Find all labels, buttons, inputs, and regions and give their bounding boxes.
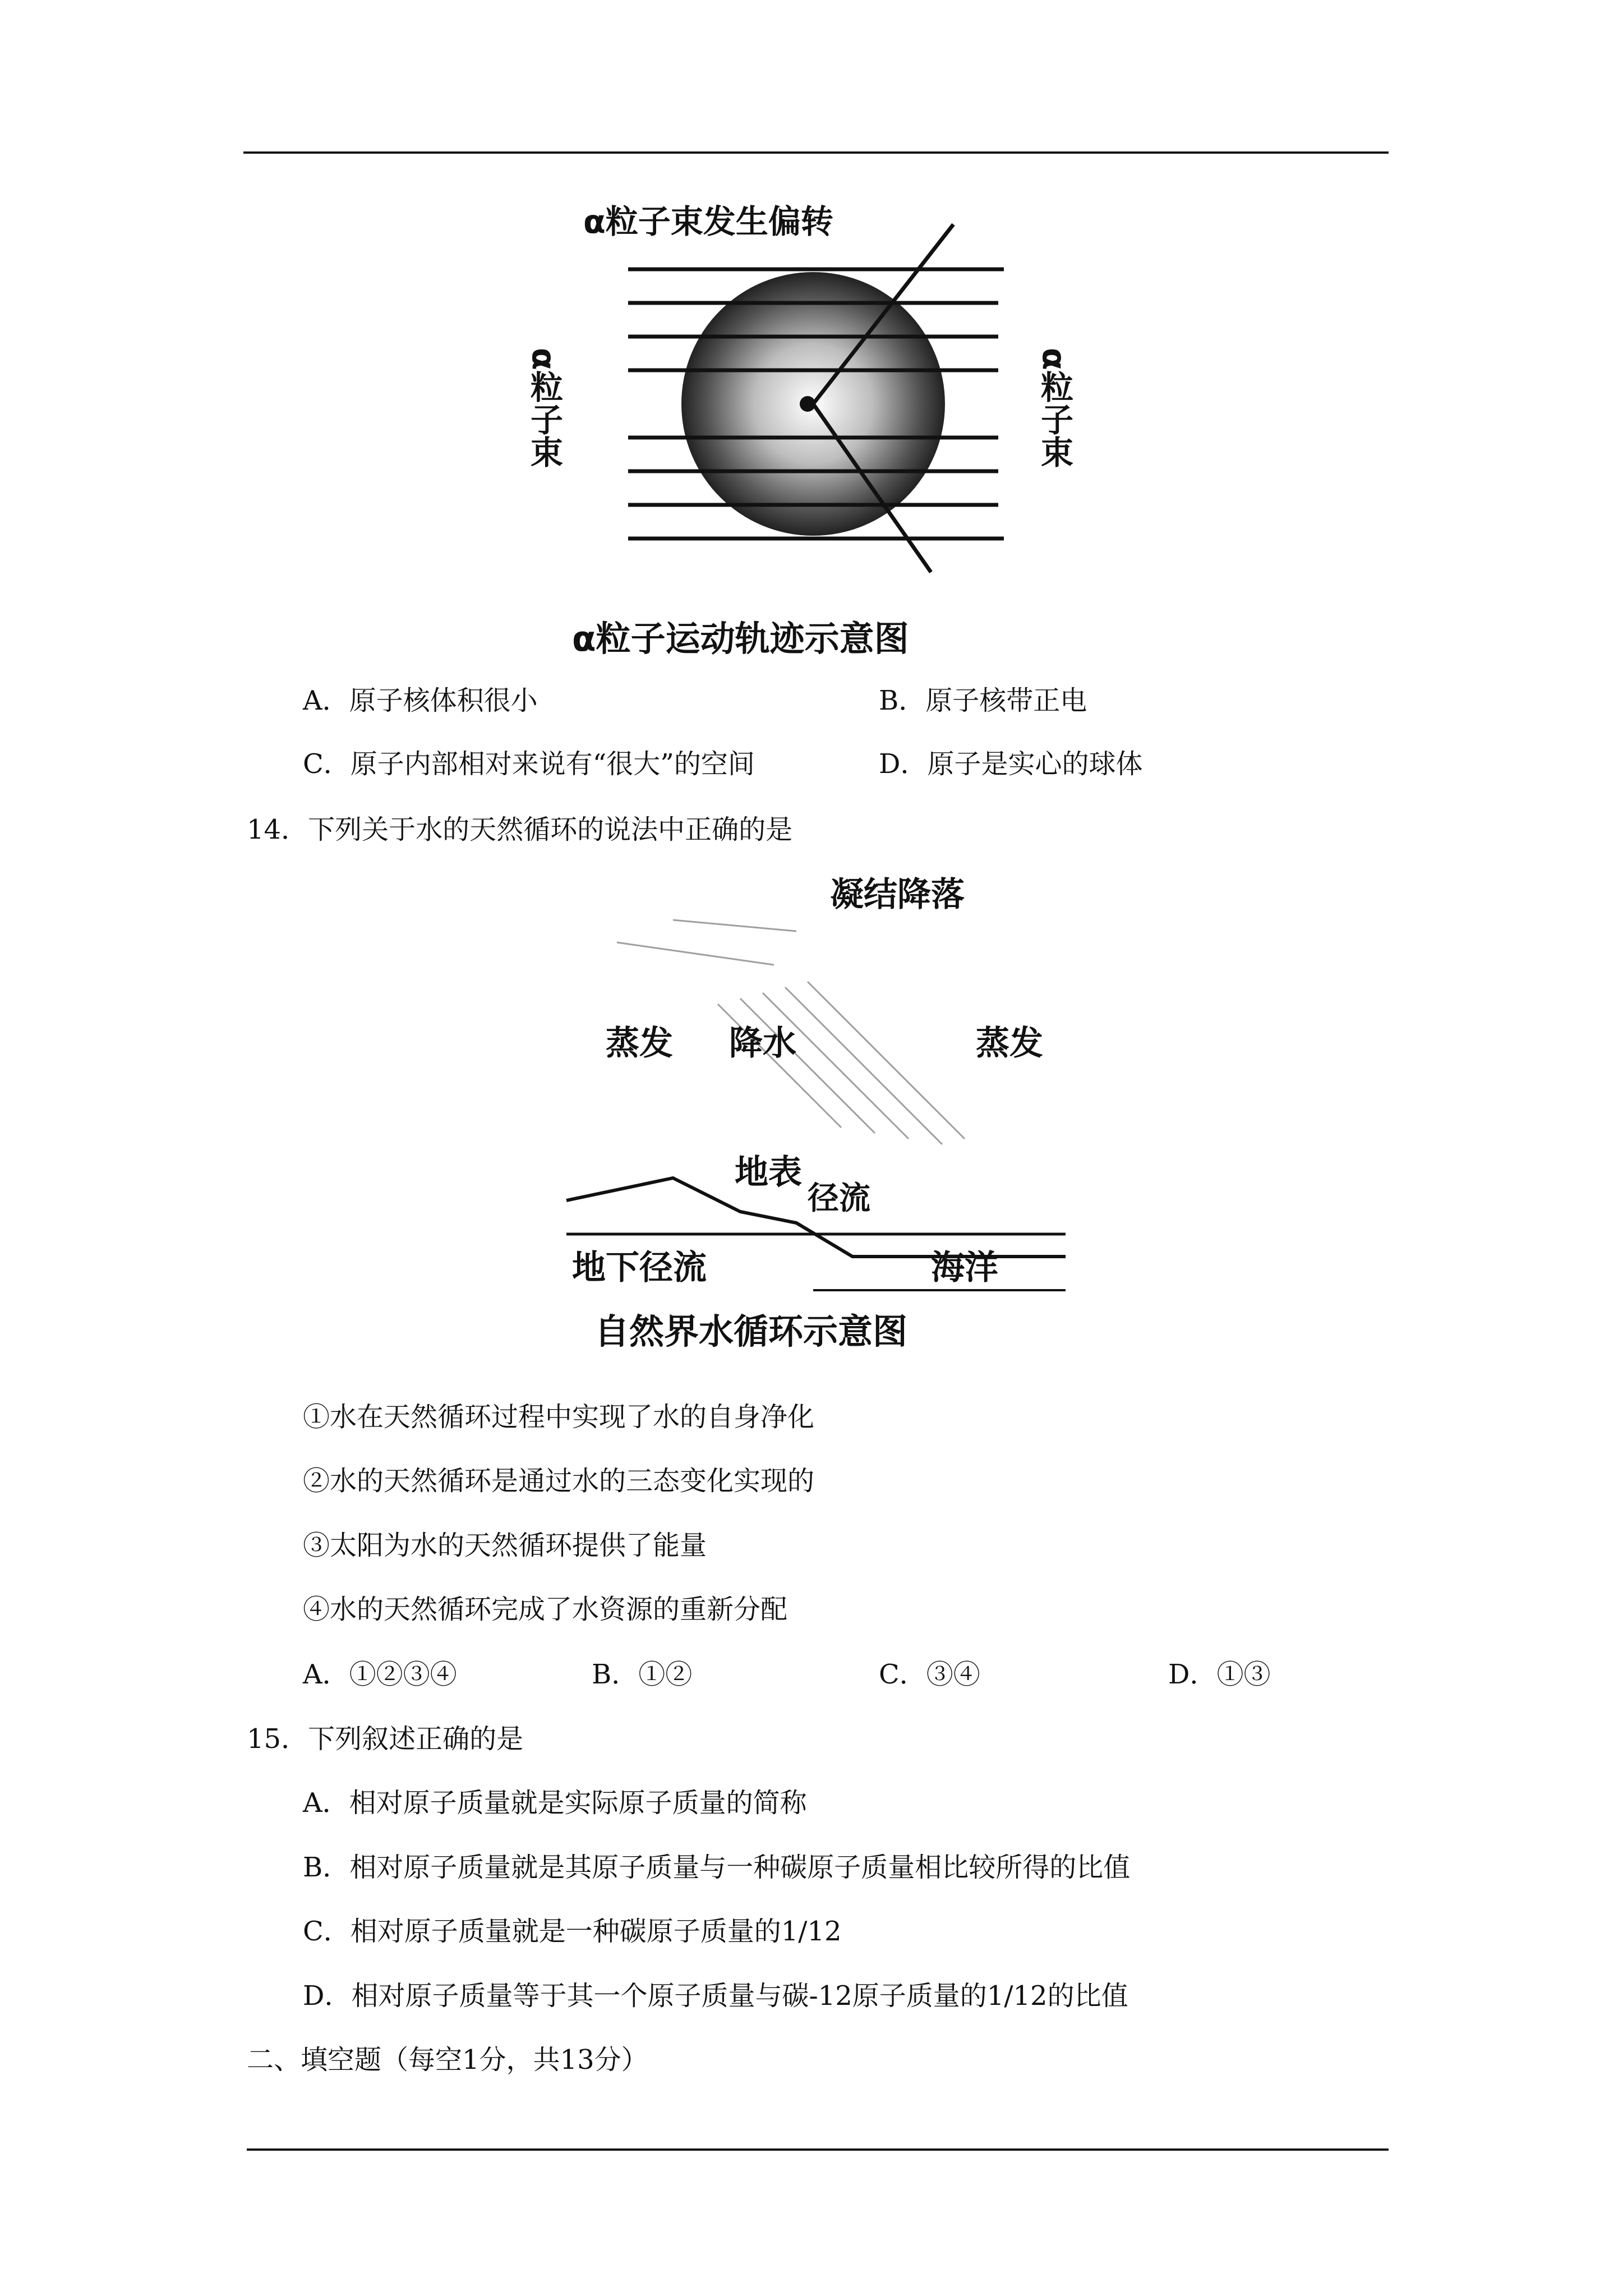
water-evaporation-left: 蒸发 — [606, 1024, 673, 1063]
header-rule — [243, 151, 1389, 154]
q13-option-d: D．原子是实心的球体 — [879, 748, 1143, 780]
q14-option-c: C．③④ — [879, 1659, 980, 1690]
footer-rule — [247, 2148, 1389, 2151]
water-evaporation-right: 蒸发 — [976, 1024, 1043, 1063]
q14-stem: 14．下列关于水的天然循环的说法中正确的是 — [247, 814, 793, 845]
q14-option-b: B．①② — [592, 1659, 693, 1690]
alpha-caption: α粒子运动轨迹示意图 — [572, 618, 909, 659]
alpha-right-label: α粒子束 — [1035, 348, 1073, 468]
water-caption: 自然界水循环示意图 — [594, 1311, 908, 1352]
atom-nucleus — [800, 396, 815, 412]
q15-stem: 15．下列叙述正确的是 — [247, 1723, 524, 1755]
q14-statement-1: ①水在天然循环过程中实现了水的自身净化 — [303, 1401, 815, 1433]
water-runoff-label: 径流 — [808, 1180, 870, 1217]
water-ocean-label: 海洋 — [931, 1248, 998, 1287]
water-cycle-figure — [561, 864, 1088, 1369]
q15-option-c: C．相对原子质量就是一种碳原子质量的1/12 — [303, 1916, 842, 1947]
q14-option-a: A．①②③④ — [303, 1659, 457, 1690]
section-2-title: 二、填空题（每空1分，共13分） — [247, 2044, 648, 2076]
q15-option-d: D．相对原子质量等于其一个原子质量与碳-12原子质量的1/12的比值 — [303, 1980, 1128, 2012]
q14-option-d: D．①③ — [1168, 1659, 1271, 1690]
water-underground-label: 地下径流 — [572, 1248, 707, 1287]
q15-option-b: B．相对原子质量就是其原子质量与一种碳原子质量相比较所得的比值 — [303, 1852, 1131, 1883]
water-top-label: 凝结降落 — [830, 875, 965, 914]
alpha-scattering-figure — [525, 191, 1077, 668]
q14-statement-4: ④水的天然循环完成了水资源的重新分配 — [303, 1594, 788, 1625]
alpha-top-label: α粒子束发生偏转 — [583, 203, 833, 241]
q14-statement-2: ②水的天然循环是通过水的三态变化实现的 — [303, 1465, 815, 1497]
q15-option-a: A．相对原子质量就是实际原子质量的简称 — [303, 1787, 807, 1819]
q14-statement-3: ③太阳为水的天然循环提供了能量 — [303, 1530, 707, 1561]
water-surface-label: 地表 — [735, 1153, 802, 1192]
q13-option-c: C．原子内部相对来说有“很大”的空间 — [303, 748, 755, 780]
q13-option-b: B．原子核带正电 — [879, 685, 1087, 716]
q13-option-a: A．原子核体积很小 — [303, 685, 538, 716]
water-precipitation: 降水 — [729, 1024, 796, 1063]
alpha-left-label: α粒子束 — [525, 348, 563, 468]
